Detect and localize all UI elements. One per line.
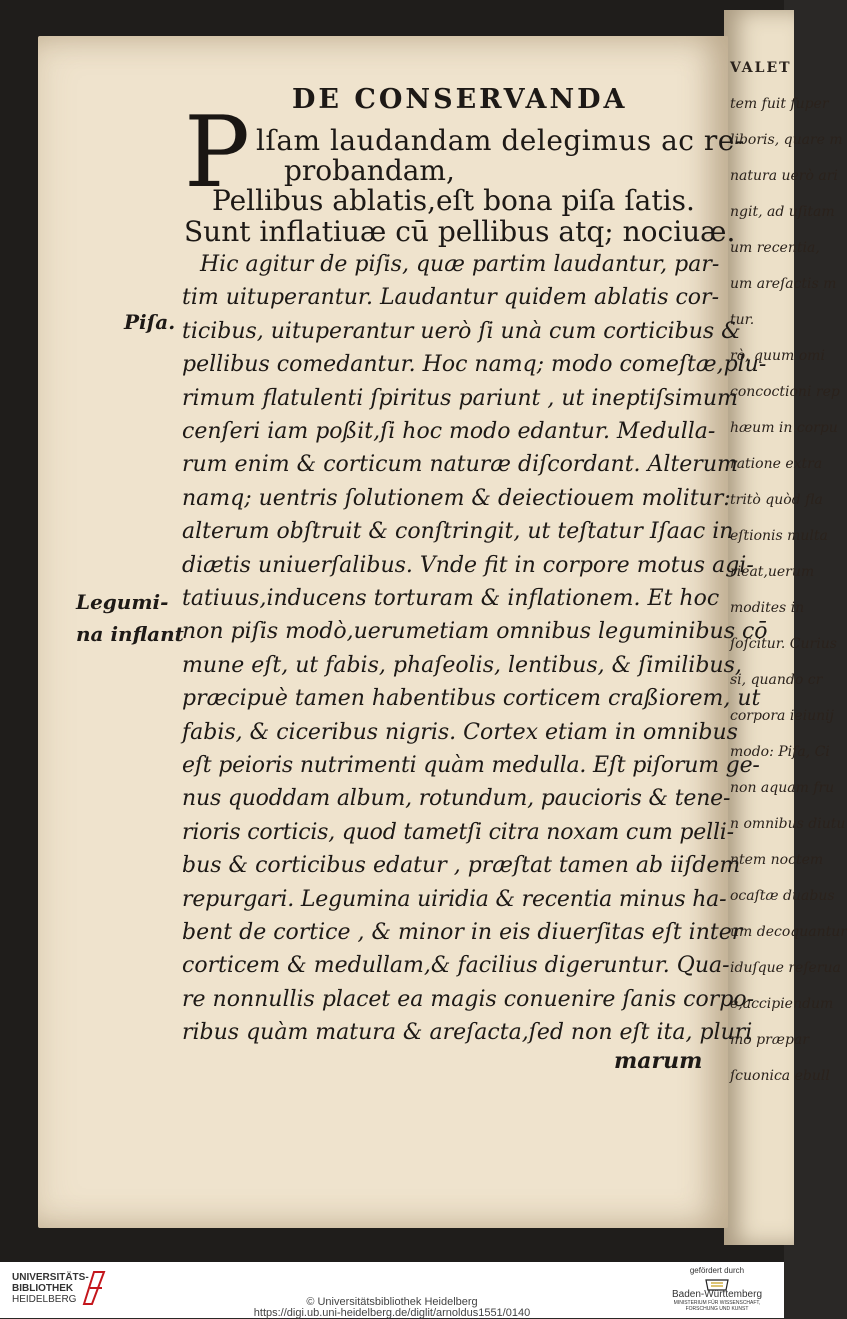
facing-page-fragment: hæum in corpu <box>730 420 838 436</box>
facing-page-fragment: eſtionis multa <box>730 528 828 544</box>
facing-page-fragment: tem fuit ſuper <box>730 96 829 112</box>
commentary-line: cenſeri iam poßit,ſi hoc modo edantur. Medulla- <box>182 419 716 444</box>
facing-page-fragment: corpora ieiunij <box>730 708 834 724</box>
source-url[interactable]: https://digi.ub.uni-heidelberg.de/diglit/arnoldus1551/0140 <box>253 1307 531 1319</box>
commentary-line: præcipuè tamen habentibus corticem craßiorem, ut <box>182 686 761 712</box>
funder-block <box>662 1266 772 1312</box>
ministry-name: MINISTERIUM FÜR WISSENSCHAFT, FORSCHUNG UND KUNST <box>673 1300 761 1312</box>
commentary-line: mune eſt, ut fabis, phaſeolis, lentibus, & ſimilibus, <box>182 652 742 678</box>
facing-page-fragment: um recentia, <box>730 240 820 256</box>
facing-page-fragment: ſcuonica ebull <box>730 1068 830 1084</box>
commentary-line: ribus quàm matura & areſacta,ſed non eſt ita, pluri <box>182 1020 753 1046</box>
running-head: DE CONSERVANDA <box>292 84 628 115</box>
verse-line-1: lſam laudandam delegimus ac re- <box>256 124 745 157</box>
facing-page-fragment: um decoquantur <box>730 924 847 940</box>
facing-page-fragment: liboris, quare m <box>730 132 843 148</box>
commentary-line: bent de cortice , & minor in eis diuerſitas eſt inter <box>182 920 743 945</box>
facing-page-fragment: non aquam fru <box>730 780 835 796</box>
catchword: marum <box>614 1048 703 1074</box>
commentary-line: ticibus, uituperantur uerò ſi unà cum corticibus & <box>182 318 741 344</box>
facing-page-fragment: ratione extra <box>730 456 823 472</box>
facing-page-fragment: tur. <box>730 312 755 328</box>
facing-page-fragment: ocaſtæ duabus <box>730 888 835 904</box>
facing-page-fragment: rò, quum omi <box>730 348 825 364</box>
verse-line-2: probandam, <box>284 154 455 187</box>
commentary-line: Hic agitur de piſis, quæ partim laudantur, par- <box>200 252 720 277</box>
facing-page-fragment: ſoſcitur. Curius <box>730 636 837 652</box>
commentary-line: fabis, & ciceribus nigris. Cortex etiam in omnibus <box>182 719 738 745</box>
margin-note-legumina-1: Legumi- <box>76 590 169 614</box>
facing-page-fragment: rieat,uerum <box>730 564 815 580</box>
commentary-line: non piſis modò,uerumetiam omnibus leguminibus cō <box>182 619 768 645</box>
facing-page-fragment: modo: Piſa, Ci <box>730 744 830 760</box>
footer-bar <box>0 1262 784 1318</box>
facing-page-fragment: ntem noctem <box>730 852 824 868</box>
commentary-line: diætis uniuerſalibus. Vnde fit in corpore motus agi- <box>182 552 754 578</box>
commentary-line: repurgari. Legumina uiridia & recentia minus ha- <box>182 886 727 912</box>
commentary-line: eſt peioris nutrimenti quàm medulla. Eſt piſorum ge- <box>182 753 760 778</box>
commentary-line: rum enim & corticum naturæ diſcordant. Alterum <box>182 452 738 478</box>
coat-of-arms-icon <box>702 1278 732 1292</box>
margin-note-legumina-2: na inflant <box>76 622 184 646</box>
commentary-line: rimum flatulenti ſpiritus pariunt , ut ineptiſsimum <box>182 385 738 411</box>
facing-page-fragment: n omnibus diutu <box>730 816 846 832</box>
facing-page-fragment: concoctioni rep <box>730 384 840 400</box>
facing-page-fragment: e,accipiendum <box>730 996 834 1012</box>
commentary-line: pellibus comedantur. Hoc namq; modo comeſtæ,plu- <box>182 352 767 378</box>
copyright-text: © Universitätsbibliothek Heidelberg <box>306 1296 478 1308</box>
facing-page-fragment: VALET <box>730 60 792 76</box>
facing-page-fragment: ngit, ad uſitam <box>730 204 835 220</box>
drop-capital: P <box>184 96 250 210</box>
commentary-line: corticem & medullam,& facilius digeruntur. Qua- <box>182 953 730 979</box>
facing-page-fragment: um areſactis m <box>730 276 837 292</box>
commentary-line: namq; uentris ſolutionem & deiectiouem molitur: <box>182 485 731 511</box>
facing-page-fragment: tritò quòd fla <box>730 492 823 508</box>
funded-by-label: gefördert durch <box>689 1266 745 1275</box>
verse-line-3: Pellibus ablatis,eſt bona piſa ſatis. <box>212 184 695 217</box>
margin-note-pisa: Piſa. <box>124 310 176 334</box>
institution-line-2: BIBLIOTHEK <box>12 1283 74 1294</box>
facing-page-fragment: si, quando cr <box>730 672 823 688</box>
commentary-line: tatiuus,inducens torturam & inflationem. Et hoc <box>182 586 720 611</box>
facing-page-fragment: mo præpar <box>730 1032 809 1048</box>
commentary-line: tim uituperantur. Laudantur quidem ablatis cor- <box>182 285 720 311</box>
commentary-line: re nonnullis placet ea magis conuenire ſanis corpo- <box>182 986 755 1012</box>
institution-line-3: HEIDELBERG <box>12 1294 77 1305</box>
commentary-line: rioris corticis, quod tametſi citra noxam cum pelli- <box>182 819 734 845</box>
funder-name: Baden-Württemberg <box>671 1289 763 1300</box>
verse-line-4: Sunt inflatiuæ cū pellibus atq; nociuæ. <box>184 215 736 248</box>
facing-page-fragment: natura uerò ari <box>730 168 838 184</box>
commentary-line: alterum obſtruit & conſtringit, ut teſtatur Iſaac in <box>182 519 734 545</box>
commentary-line: nus quoddam album, rotundum, paucioris & tene- <box>182 786 731 812</box>
facing-page-fragment: iduſque reſerua <box>730 960 841 976</box>
facing-page-fragment: modites in <box>730 600 805 616</box>
commentary-line: bus & corticibus edatur , præſtat tamen ab iiſdem <box>182 853 741 879</box>
institution-line-1: UNIVERSITÄTS- <box>12 1272 89 1283</box>
